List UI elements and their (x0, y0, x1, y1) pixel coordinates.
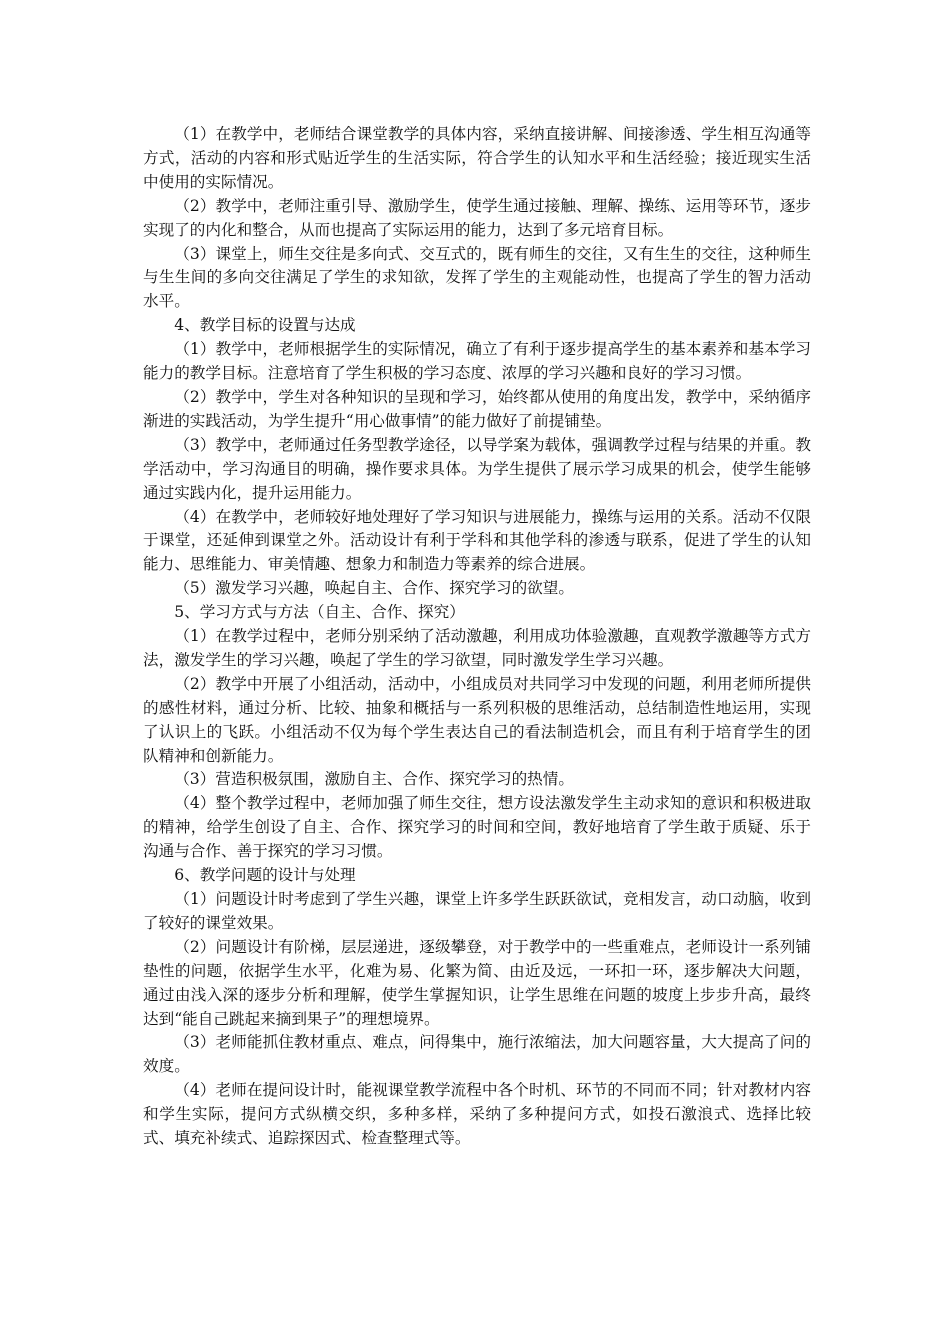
paragraph: （2）教学中，老师注重引导、激励学生，使学生通过接触、理解、操练、运用等环节，逐步实现了的内化和整合，从而也提高了实际运用的能力，达到了多元培育目标。 (143, 196, 811, 239)
paragraph: （2）问题设计有阶梯，层层递进，逐级攀登，对于教学中的一些重难点，老师设计一系列铺垫性的问题，依据学生水平，化难为易、化繁为简、由近及远，一环扣一环，逐步解决大问题，通过由浅入深的逐步分析和理解，使学生掌握知识，让学生思维在问题的坡度上步步升高，最终达到“能自己跳起来摘到果子”的理想境界。 (143, 937, 811, 1028)
paragraph: （1）问题设计时考虑到了学生兴趣，课堂上许多学生跃跃欲试，竞相发言，动口动脑，收到了较好的课堂效果。 (143, 890, 811, 932)
paragraph: （3）教学中，老师通过任务型教学途径，以导学案为载体，强调教学过程与结果的并重。教学活动中，学习沟通目的明确，操作要求具体。为学生提供了展示学习成果的机会，使学生能够通过实践内化，提升运用能力。 (143, 435, 811, 502)
paragraph: （3）老师能抓住教材重点、难点，问得集中，施行浓缩法，加大问题容量，大大提高了问的效度。 (143, 1033, 811, 1076)
paragraph: （5）激发学习兴趣，唤起自主、合作、探究学习的欲望。 (174, 579, 574, 598)
section-heading: 4、教学目标的设置与达成 (174, 316, 356, 335)
paragraph: （1）在教学中，老师结合课堂教学的具体内容，采纳直接讲解、间接渗透、学生相互沟通等方式，活动的内容和形式贴近学生的生活实际，符合学生的认知水平和生活经验；接近现实生活中使用的实际情况。 (143, 125, 811, 191)
paragraph: （2）教学中，学生对各种知识的呈现和学习，始终都从使用的角度出发，教学中，采纳循序渐进的实践活动，为学生提升“用心做事情”的能力做好了前提铺垫。 (143, 387, 811, 430)
paragraph: （3）营造积极氛围，激励自主、合作、探究学习的热情。 (174, 770, 574, 789)
paragraph: （1）在教学过程中，老师分别采纳了活动激趣，利用成功体验激趣，直观教学激趣等方式方法，激发学生的学习兴趣，唤起了学生的学习欲望，同时激发学生学习兴趣。 (143, 627, 811, 669)
section-heading: 6、教学问题的设计与处理 (174, 866, 356, 885)
paragraph: （1）教学中，老师根据学生的实际情况，确立了有利于逐步提高学生的基本素养和基本学习能力的教学目标。注意培育了学生积极的学习态度、浓厚的学习兴趣和良好的学习习惯。 (143, 340, 811, 383)
section-heading: 5、学习方式与方法（自主、合作、探究） (174, 603, 465, 622)
paragraph: （2）教学中开展了小组活动，活动中，小组成员对共同学习中发现的问题，利用老师所提供的感性材料，通过分析、比较、抽象和概括与一系列积极的思维活动，总结制造性地运用，实现了认识上的飞跃。小组活动不仅为每个学生表达自己的看法制造机会，而且有利于培育学生的团队精神和创新能力。 (143, 674, 811, 765)
paragraph: （3）课堂上，师生交往是多向式、交互式的，既有师生的交往，又有生生的交往，这种师生与生生间的多向交往满足了学生的求知欲，发挥了学生的主观能动性，也提高了学生的智力活动水平。 (143, 244, 811, 311)
paragraph: （4）在教学中，老师较好地处理好了学习知识与进展能力，操练与运用的关系。活动不仅限于课堂，还延伸到课堂之外。活动设计有利于学科和其他学科的渗透与联系，促进了学生的认知能力、思维能力、审美情趣、想象力和制造力等素养的综合进展。 (143, 507, 811, 574)
document-page (143, 123, 811, 1151)
paragraph: （4）老师在提问设计时，能视课堂教学流程中各个时机、环节的不同而不同；针对教材内容和学生实际，提问方式纵横交织，多种多样，采纳了多种提问方式，如投石激浪式、选择比较式、填充补续式、追踪探因式、检查整理式等。 (143, 1081, 811, 1148)
paragraph: （4）整个教学过程中，老师加强了师生交往，想方设法激发学生主动求知的意识和积极进取的精神，给学生创设了自主、合作、探究学习的时间和空间，教好地培育了学生敢于质疑、乐于沟通与合作、善于探究的学习习惯。 (143, 794, 811, 861)
